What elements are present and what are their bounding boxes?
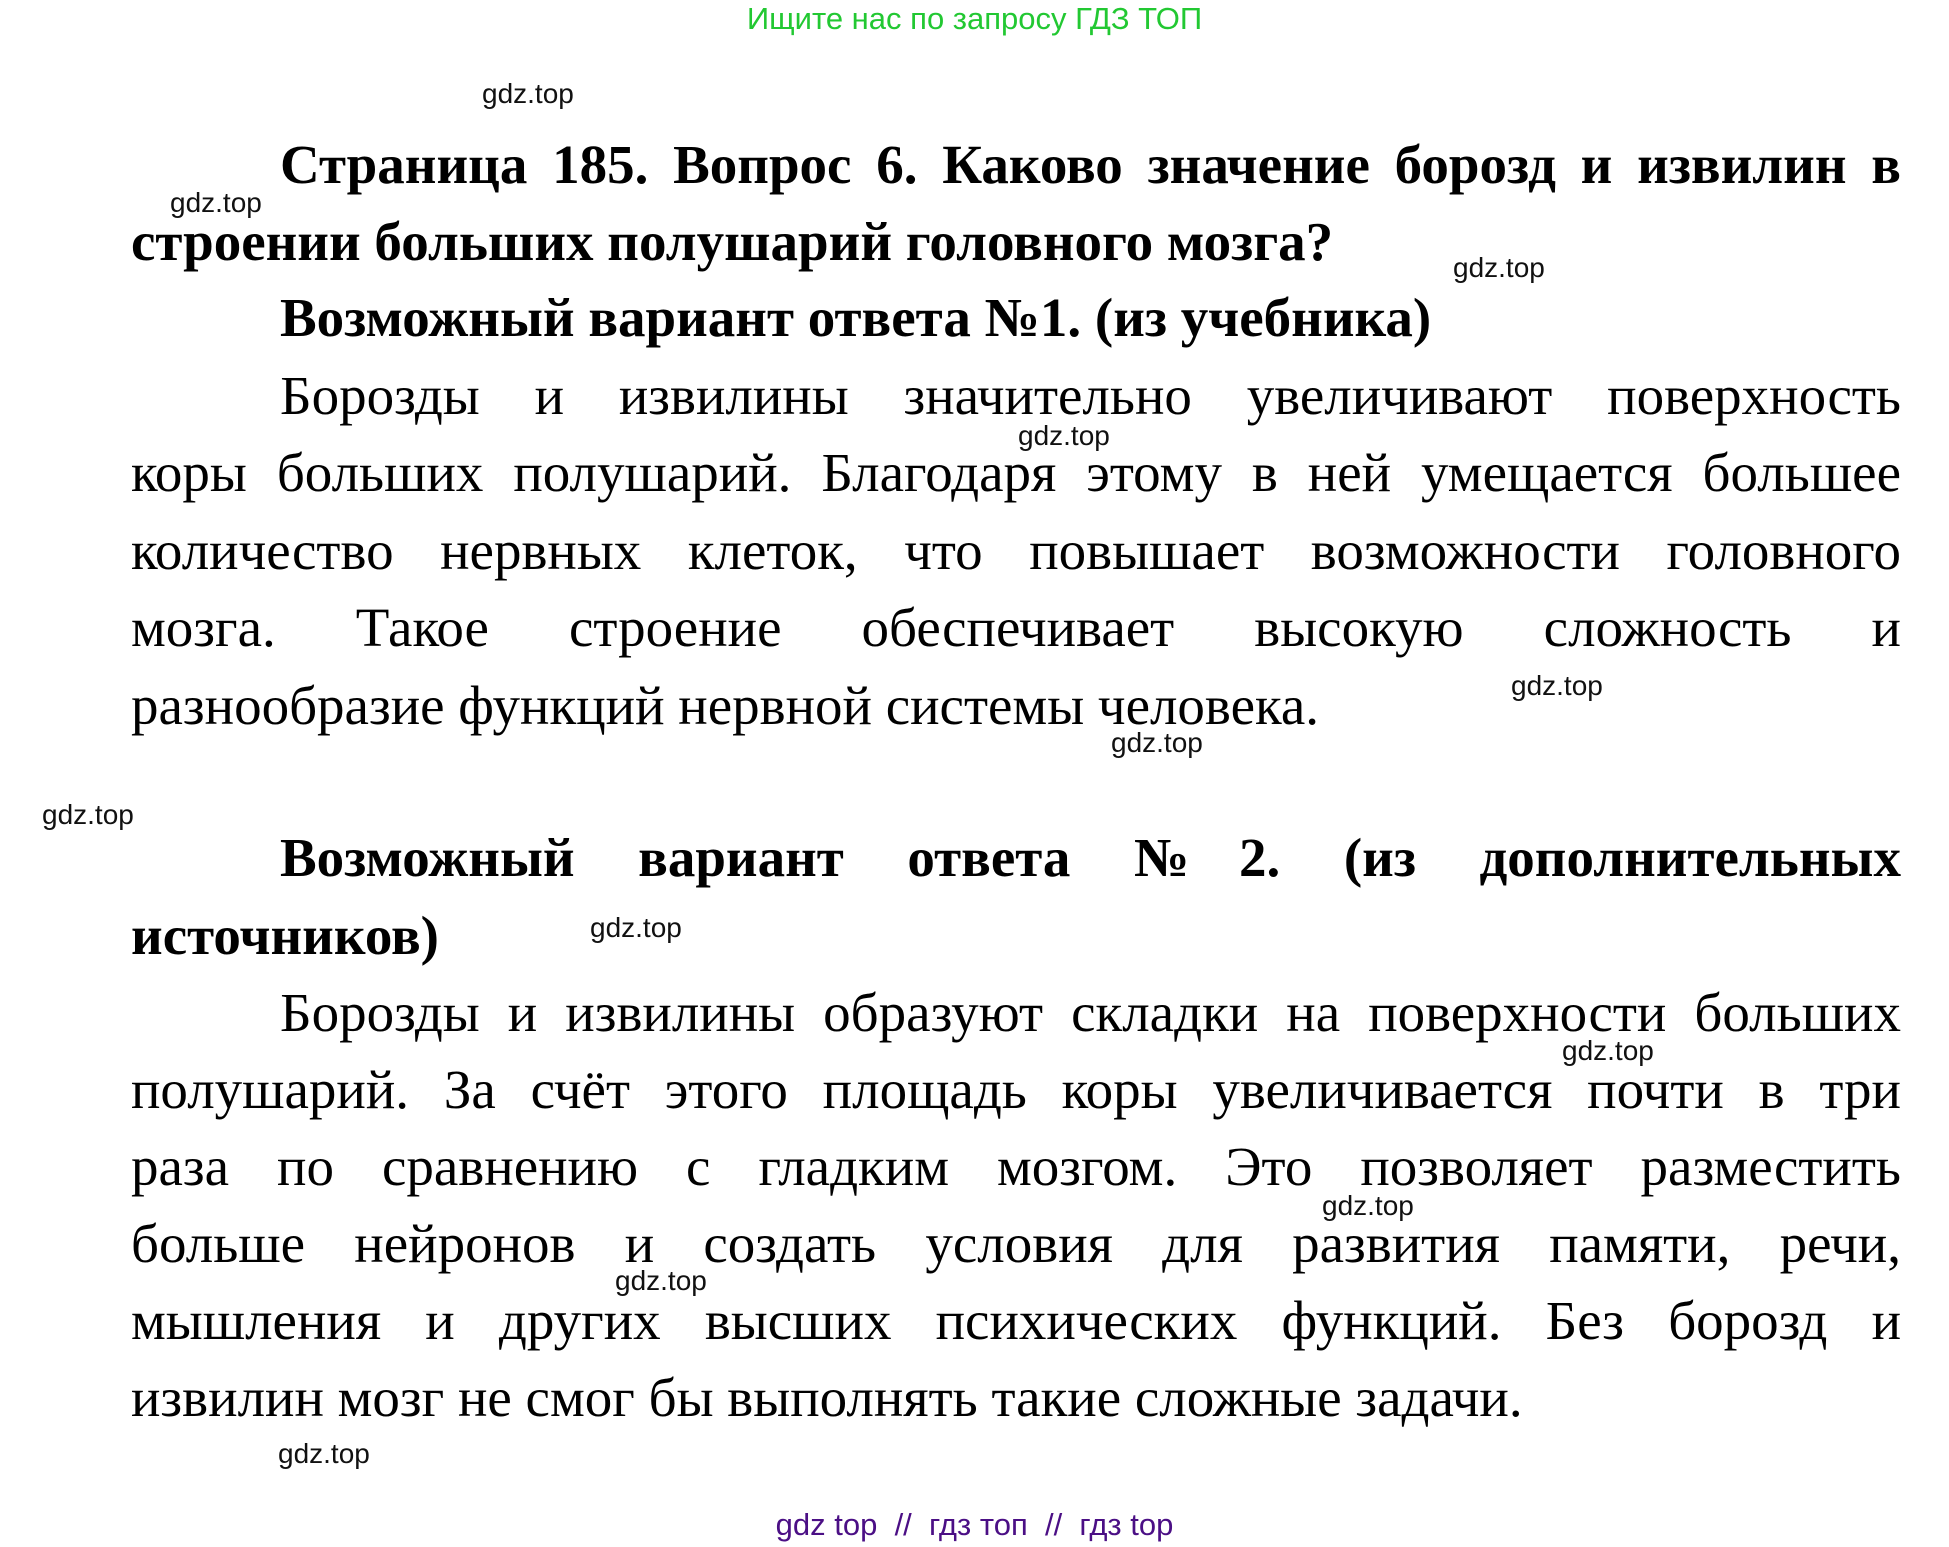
watermark: gdz.top [170,187,262,218]
paragraph-line: количество нервных клеток, что повышает возможности головного [131,520,1901,581]
answer-2-heading-line: источников) [131,905,439,966]
paragraph-line: полушарий. За счёт этого площадь коры увеличивается почти в три [131,1059,1901,1120]
paragraph-line: Борозды и извилины образуют складки на поверхности больших [280,982,1901,1043]
answer-2-heading-line: Возможный вариант ответа №2. (из дополнительных [280,827,1901,888]
paragraph-line: извилин мозг не смог бы выполнять такие сложные задачи. [131,1367,1523,1428]
watermark: gdz.top [278,1438,370,1469]
watermark: gdz.top [1562,1035,1654,1066]
watermark: gdz.top [42,799,134,830]
question-heading-line: строении больших полушарий головного мозга? [131,211,1334,272]
paragraph-line: мышления и других высших психических функций. Без борозд и [131,1290,1901,1351]
paragraph-line: раза по сравнению с гладким мозгом. Это позволяет разместить [131,1136,1901,1197]
paragraph-line: коры больших полушарий. Благодаря этому в ней умещается большее [131,442,1901,503]
watermark: gdz.top [1111,727,1203,758]
answer-1-heading: Возможный вариант ответа №1. (из учебника) [280,287,1432,348]
watermark: gdz.top [1018,420,1110,451]
watermark: gdz.top [590,912,682,943]
paragraph-line: мозга. Такое строение обеспечивает высокую сложность и [131,597,1901,658]
search-banner: Ищите нас по запросу ГДЗ ТОП [746,1,1203,36]
watermark: gdz.top [615,1265,707,1296]
paragraph-line: больше нейронов и создать условия для развития памяти, речи, [131,1213,1901,1274]
watermark: gdz.top [1511,670,1603,701]
paragraph-line: Борозды и извилины значительно увеличивают поверхность [280,365,1901,426]
watermark: gdz.top [482,78,574,109]
footer-links: gdz top // гдз топ // гдз top [775,1507,1174,1542]
question-heading-line: Страница 185. Вопрос 6. Каково значение борозд и извилин в [280,134,1901,195]
paragraph-line: разнообразие функций нервной системы человека. [131,675,1320,736]
watermark: gdz.top [1322,1190,1414,1221]
watermark: gdz.top [1453,252,1545,283]
